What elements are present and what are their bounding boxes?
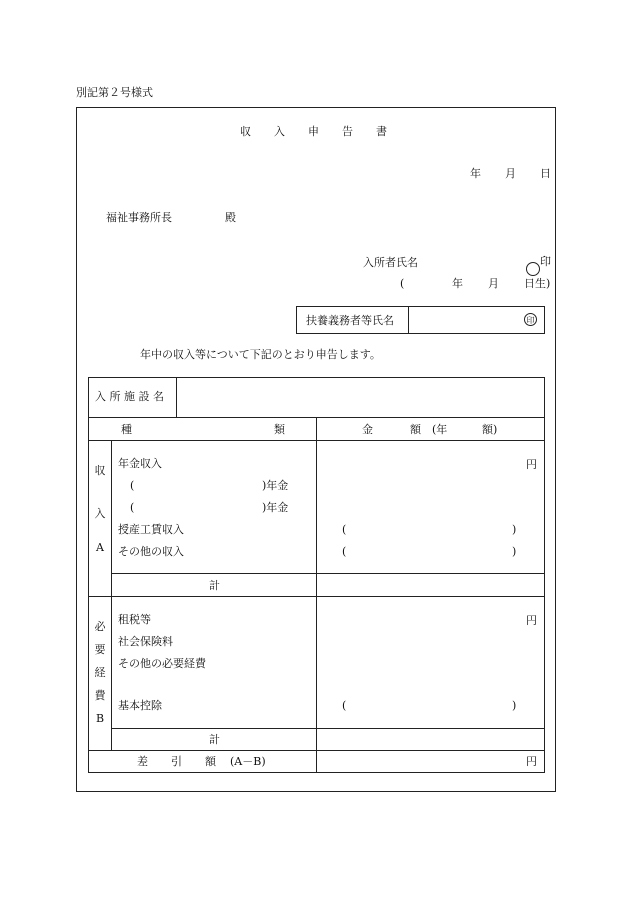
form-number: 別記第２号様式 — [76, 86, 153, 99]
facility-label: 入 所 施 設 名 — [95, 390, 164, 403]
deduction-open-paren: ( — [342, 699, 347, 712]
seal-circle-icon — [526, 262, 540, 276]
statement-text: 年中の収入等について下記のとおり申告します。 — [140, 348, 381, 361]
resident-seal-label: 印 — [540, 255, 551, 268]
addressee-honorific: 殿 — [225, 211, 236, 224]
income-item-other: その他の収入 — [118, 545, 184, 558]
header-annual: (年 — [432, 423, 448, 436]
date-day: 日 — [540, 167, 551, 180]
pension-a-suffix: )年金 — [262, 479, 289, 492]
pension-b-open-paren: ( — [130, 501, 135, 514]
wages-open-paren: ( — [342, 523, 347, 536]
other-open-paren: ( — [342, 545, 347, 558]
header-amount-1: 金 — [362, 423, 373, 436]
pension-a-open-paren: ( — [130, 479, 135, 492]
supporter-divider — [408, 306, 409, 334]
income-item-pension: 年金収入 — [118, 457, 162, 470]
expense-section-bottom — [88, 750, 545, 751]
birth-day: 日生) — [524, 277, 551, 290]
header-type-2: 類 — [274, 423, 285, 436]
income-yen: 円 — [526, 458, 537, 471]
difference-char-1: 差 — [137, 755, 148, 768]
difference-yen: 円 — [526, 755, 537, 768]
birth-month: 月 — [488, 277, 499, 290]
expense-item-basic-deduction: 基本控除 — [118, 699, 162, 712]
income-section-bottom — [88, 596, 545, 597]
side-column-divider — [111, 440, 112, 750]
expense-item-taxes: 租税等 — [118, 613, 151, 626]
date-month: 月 — [505, 167, 516, 180]
header-type-1: 種 — [121, 423, 132, 436]
amount-column-divider — [316, 417, 317, 773]
difference-char-3: 額 — [205, 755, 216, 768]
supporter-seal-icon: 印 — [524, 313, 537, 326]
header-amount-2: 額 — [410, 423, 421, 436]
facility-divider — [176, 377, 177, 417]
other-close-paren: ) — [512, 545, 517, 558]
supporter-label: 扶養義務者等氏名 — [306, 314, 394, 327]
expense-side-label: 必 要 経 費 B — [94, 620, 106, 725]
expense-item-other: その他の必要経費 — [118, 657, 206, 670]
birth-year: 年 — [452, 277, 463, 290]
income-subtotal-label: 計 — [209, 579, 220, 592]
deduction-close-paren: ) — [512, 699, 517, 712]
resident-name-label: 入所者氏名 — [363, 256, 418, 269]
difference-char-2: 引 — [171, 755, 182, 768]
expense-yen: 円 — [526, 614, 537, 627]
expense-subtotal-top — [111, 728, 545, 729]
income-side-label: 収 入 A — [94, 464, 106, 554]
expense-item-insurance: 社会保険料 — [118, 635, 173, 648]
date-year: 年 — [470, 167, 481, 180]
addressee-office: 福祉事務所長 — [106, 211, 172, 224]
difference-formula: (A－B) — [230, 755, 266, 768]
wages-close-paren: ) — [512, 523, 517, 536]
document-title: 収 入 申 告 書 — [240, 125, 387, 138]
income-subtotal-top — [111, 573, 545, 574]
expense-subtotal-label: 計 — [209, 733, 220, 746]
header-annual-end: 額) — [482, 423, 498, 436]
birth-open-paren: ( — [400, 277, 405, 290]
pension-b-suffix: )年金 — [262, 501, 289, 514]
income-item-wages: 授産工賃収入 — [118, 523, 184, 536]
